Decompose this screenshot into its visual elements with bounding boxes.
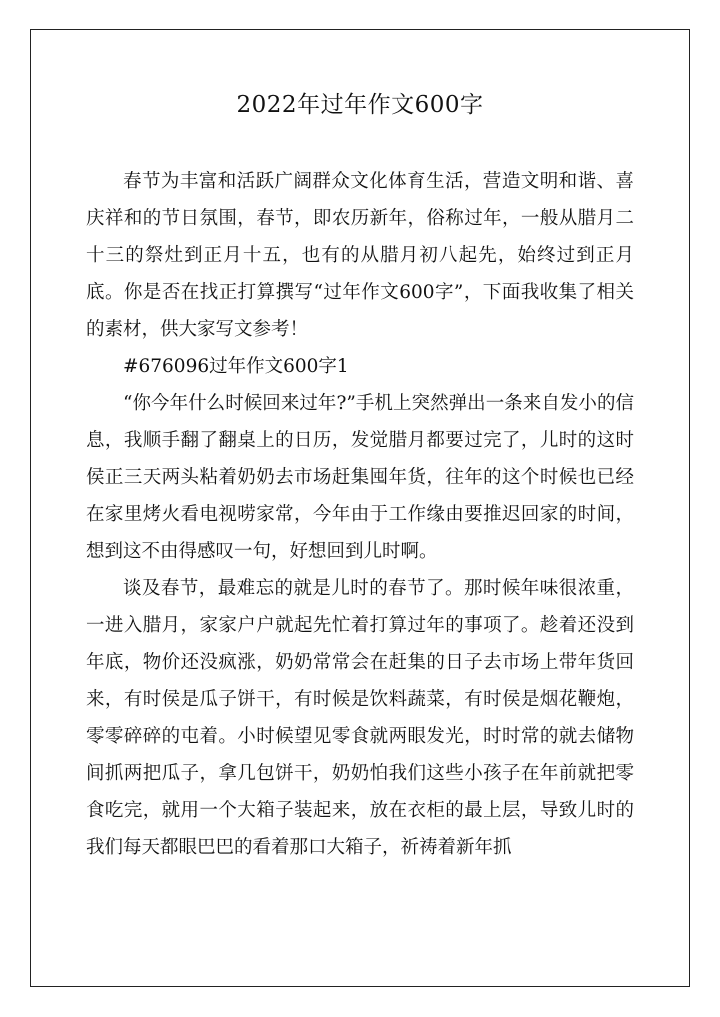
- document-title: 2022年过年作文600字: [236, 92, 484, 118]
- body-paragraph-1: “你今年什么时候回来过年?”手机上突然弹出一条来自发小的信息，我顺手翻了翻桌上的日历，发觉腊月都要过完了，儿时的这时侯正三天两头粘着奶奶去市场赶集囤年货，往年的这个时候也已经在家里烤火看电视唠家常，今年由于工作缘由要推迟回家的时间，想到这不由得感叹一句，好想回到儿时啊。: [86, 393, 634, 562]
- document-body: [86, 163, 634, 866]
- body-paragraph-2: 谈及春节，最难忘的就是儿时的春节了。那时候年味很浓重，一进入腊月，家家户户就起先忙着打算过年的事项了。趁着还没到年底，物价还没疯涨，奶奶常常会在赶集的日子去市场上带年货回来，有时侯是瓜子饼干，有时候是饮料蔬菜，有时侯是烟花鞭炮，零零碎碎的屯着。小时候望见零食就两眼发光，时时常的就去储物间抓两把瓜子，拿几包饼干，奶奶怕我们这些小孩子在年前就把零食吃完，就用一个大箱子装起来，放在衣柜的最上层，导致儿时的我们每天都眼巴巴的看着那口大箱子，祈祷着新年抓: [86, 578, 634, 858]
- intro-paragraph: 春节为丰富和活跃广阔群众文化体育生活，营造文明和谐、喜庆祥和的节日氛围，春节，即农历新年，俗称过年，一般从腊月二十三的祭灶到正月十五，也有的从腊月初八起先，始终过到正月底。你是否在找正打算撰写“过年作文600字”，下面我收集了相关的素材，供大家写文参考！: [86, 171, 634, 340]
- section-heading: #676096过年作文600字1: [123, 356, 349, 377]
